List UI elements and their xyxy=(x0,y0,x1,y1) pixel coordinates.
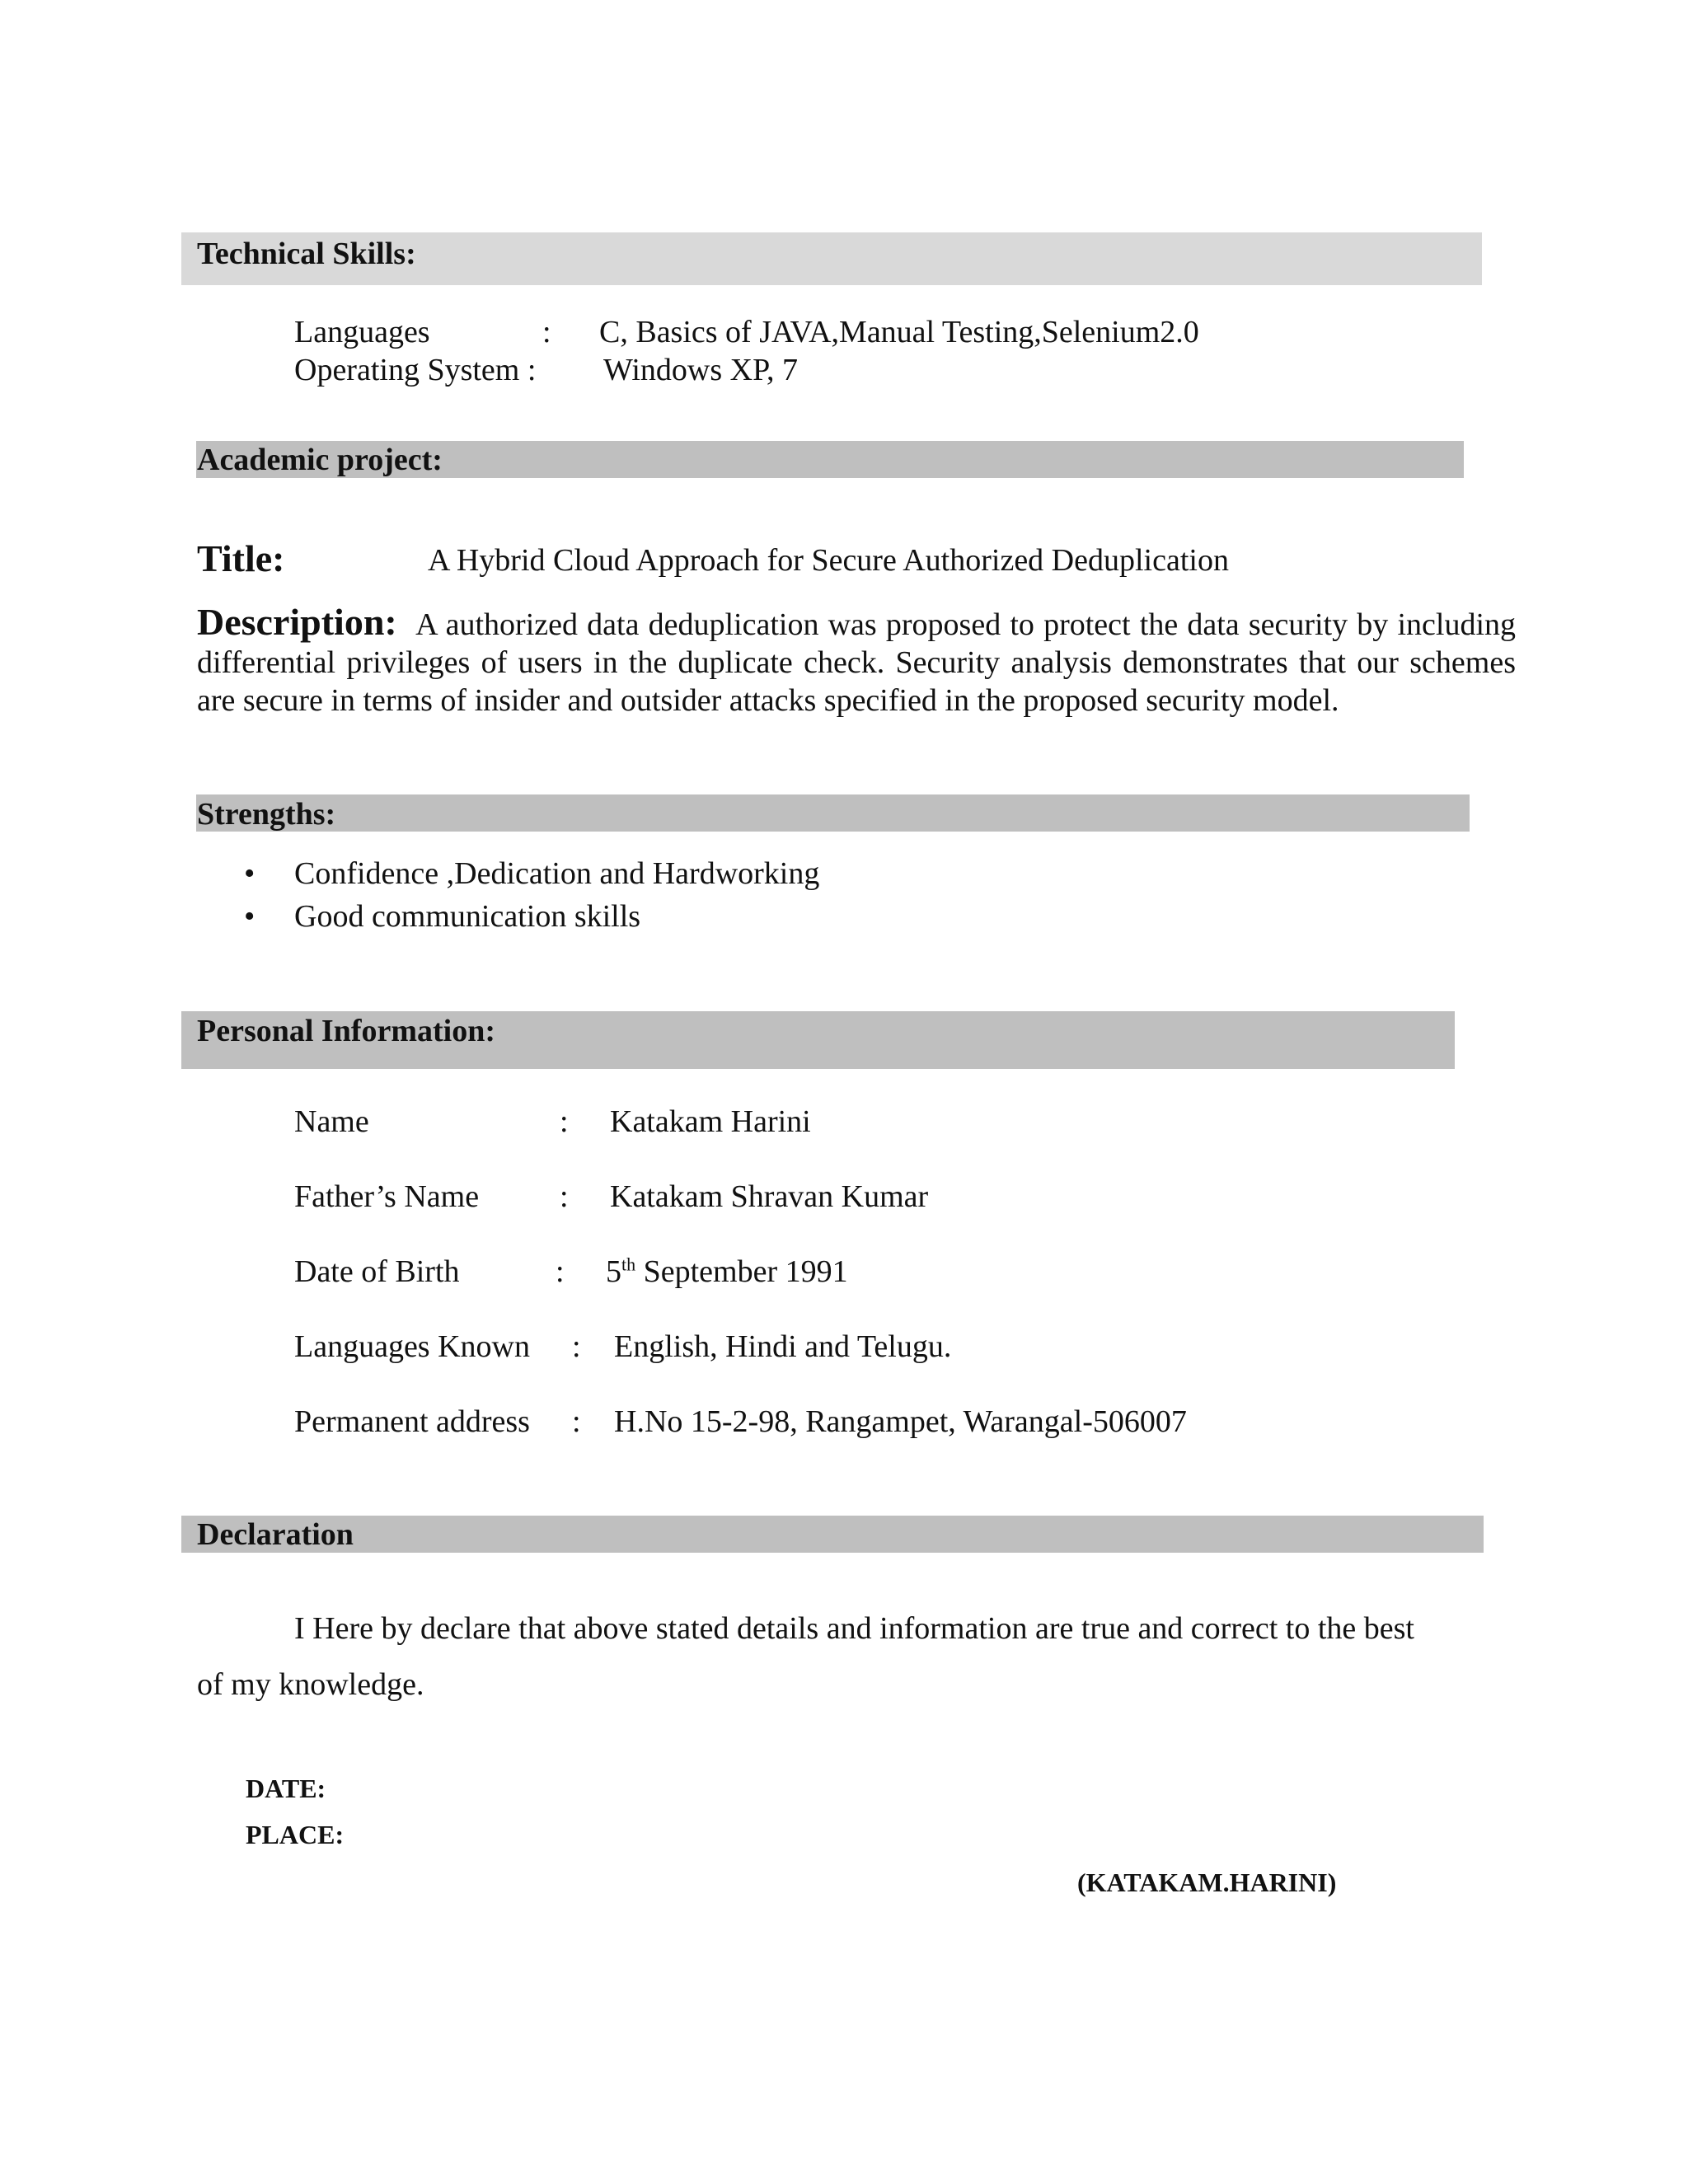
strengths-heading: Strengths: xyxy=(197,797,336,832)
declaration-heading-bar xyxy=(181,1516,1484,1553)
project-title-value: A Hybrid Cloud Approach for Secure Authorized Deduplication xyxy=(428,543,1229,578)
skills-languages-sep: : xyxy=(542,315,551,349)
personal-dob-sep: : xyxy=(556,1254,565,1289)
project-description xyxy=(197,603,1516,719)
strengths-heading-bar xyxy=(196,794,1470,832)
skills-os-value: Windows XP, 7 xyxy=(603,353,798,387)
date-label: DATE: xyxy=(246,1774,326,1803)
academic-project-heading: Academic project: xyxy=(197,443,443,477)
declaration-line-2: of my knowledge. xyxy=(197,1667,424,1702)
project-description-text: A authorized data deduplication was proposed to protect the data security by including differential privileges of users in the duplicate check. Security analysis demonstrates that our schemes are secure in terms of insider and outsider attacks specified in the proposed security model. xyxy=(197,607,1516,718)
personal-languages-value: English, Hindi and Telugu. xyxy=(614,1329,952,1364)
personal-dob-label: Date of Birth xyxy=(294,1254,460,1289)
declaration-heading: Declaration xyxy=(197,1517,354,1552)
personal-languages-sep: : xyxy=(572,1329,581,1364)
personal-address-sep: : xyxy=(572,1404,581,1439)
personal-dob-value xyxy=(606,1253,848,1291)
declaration-line-1: I Here by declare that above stated details and information are true and correct to the best xyxy=(294,1611,1414,1646)
personal-father-value: Katakam Shravan Kumar xyxy=(610,1179,929,1214)
personal-dob-rest: September 1991 xyxy=(635,1254,848,1289)
personal-languages-label: Languages Known xyxy=(294,1329,530,1364)
personal-name-value: Katakam Harini xyxy=(610,1104,811,1139)
signature-name: (KATAKAM.HARINI) xyxy=(1077,1868,1337,1897)
personal-name-label: Name xyxy=(294,1104,369,1139)
personal-dob-day: 5 xyxy=(606,1254,621,1289)
skills-languages-value: C, Basics of JAVA,Manual Testing,Selenium2.0 xyxy=(599,315,1199,349)
strength-item-1: Confidence ,Dedication and Hardworking xyxy=(294,856,820,891)
place-label: PLACE: xyxy=(246,1820,345,1849)
project-title-label: Title: xyxy=(197,537,285,579)
strength-item-2: Good communication skills xyxy=(294,899,641,934)
personal-father-label: Father’s Name xyxy=(294,1179,480,1214)
skills-os-label: Operating System : xyxy=(294,353,537,387)
personal-name-sep: : xyxy=(560,1104,569,1139)
skills-languages-label: Languages xyxy=(294,315,430,349)
strength-bullet-1: • xyxy=(244,856,256,891)
personal-address-label: Permanent address xyxy=(294,1404,530,1439)
personal-father-sep: : xyxy=(560,1179,569,1214)
project-description-label: Description: xyxy=(197,601,397,643)
personal-info-heading: Personal Information: xyxy=(197,1014,496,1048)
strength-bullet-2: • xyxy=(244,899,256,934)
personal-address-value: H.No 15-2-98, Rangampet, Warangal-506007 xyxy=(614,1404,1187,1439)
personal-dob-ordinal: th xyxy=(621,1254,636,1275)
technical-skills-heading: Technical Skills: xyxy=(197,237,416,271)
